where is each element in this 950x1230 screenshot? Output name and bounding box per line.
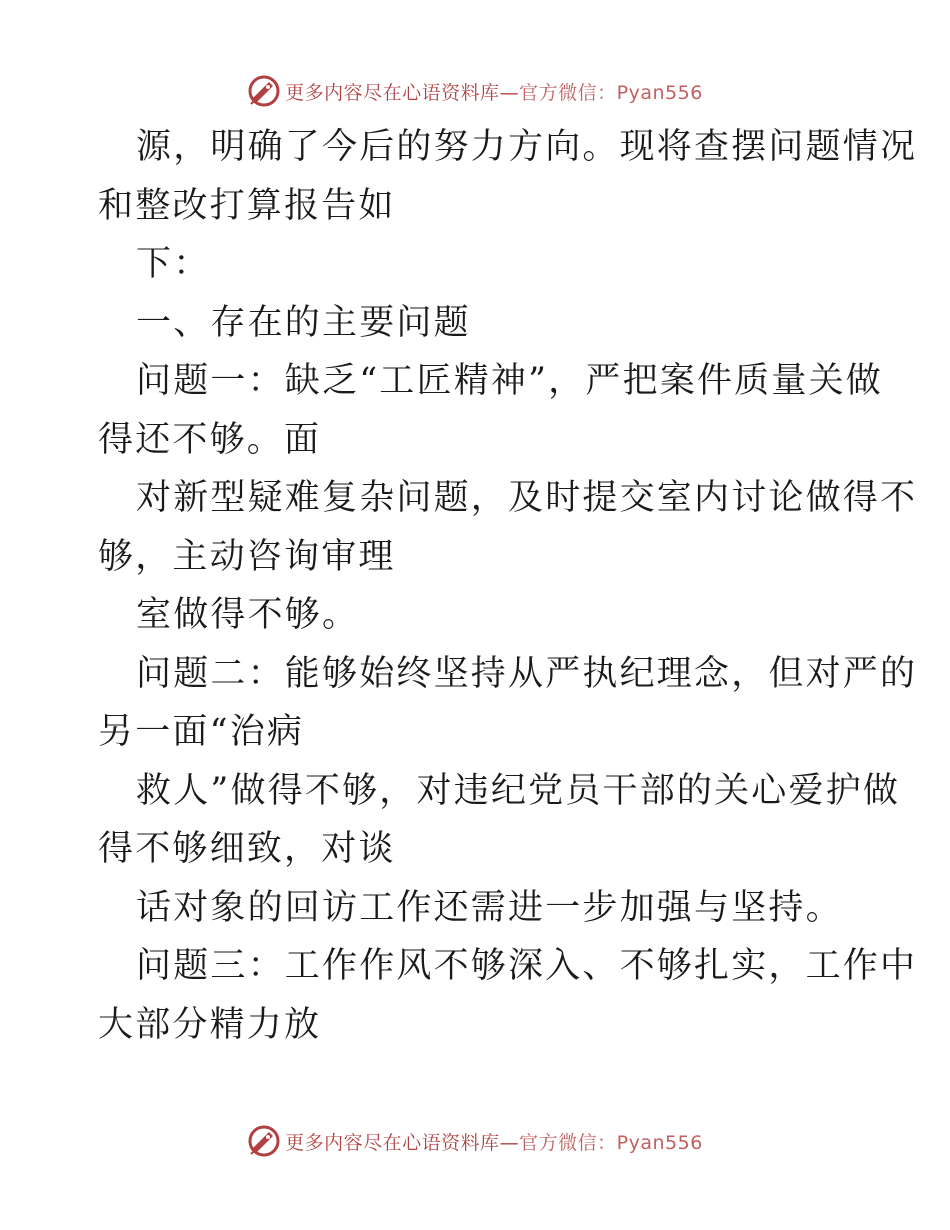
document-body (98, 118, 918, 1054)
watermark-text: 更多内容尽在心语资料库—官方微信：Pyan556 (285, 1131, 703, 1154)
text-line: 一、存在的主要问题 (136, 302, 471, 343)
text-line: 大部分精力放 (98, 1004, 322, 1045)
text-line: 另一面“治病 (98, 712, 305, 752)
text-line: 救人”做得不够，对违纪党员干部的关心爱护做 (136, 770, 901, 811)
text-line: 得不够细致，对谈 (98, 829, 396, 869)
text-line: 话对象的回访工作还需进一步加强与坚持。 (136, 887, 843, 928)
text-line: 问题三：工作作风不够深入、不够扎实，工作中 (136, 946, 918, 986)
text-line: 和整改打算报告如 (98, 185, 396, 226)
text-line: 室做得不够。 (136, 595, 360, 635)
watermark-text: 更多内容尽在心语资料库—官方微信：Pyan556 (285, 81, 703, 104)
text-line: 得还不够。面 (98, 419, 322, 460)
text-line: 够，主动咨询审理 (98, 536, 396, 577)
pen-nib-logo-icon (247, 1124, 281, 1158)
pen-nib-logo-icon (247, 74, 281, 108)
text-line: 下： (136, 244, 211, 284)
text-line: 源，明确了今后的努力方向。现将查摆问题情况 (136, 127, 918, 167)
footer-watermark (0, 1121, 950, 1161)
text-line: 问题一：缺乏“工匠精神”，严把案件质量关做 (136, 361, 883, 401)
header-watermark (0, 71, 950, 111)
text-line: 对新型疑难复杂问题，及时提交室内讨论做得不 (136, 478, 918, 518)
text-line: 问题二：能够始终坚持从严执纪理念，但对严的 (136, 653, 918, 694)
